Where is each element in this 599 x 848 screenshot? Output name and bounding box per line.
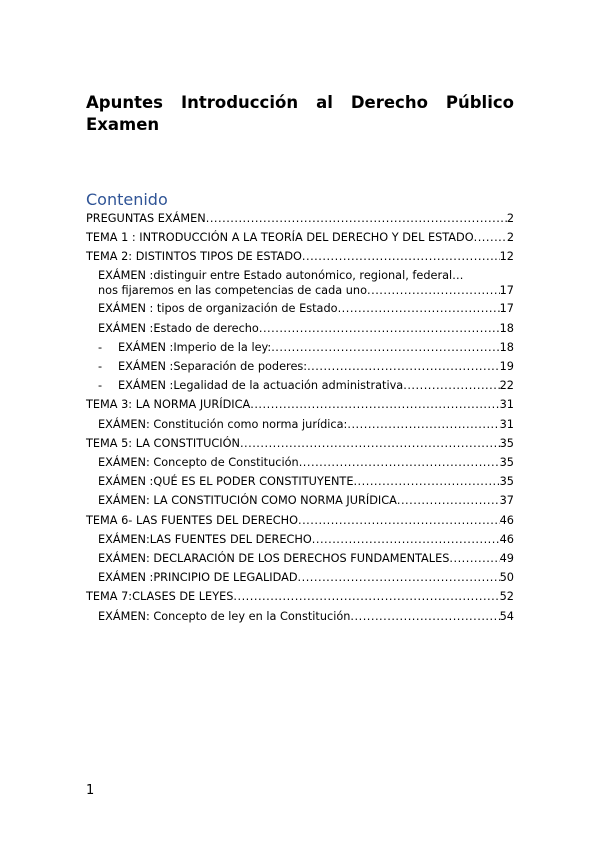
toc-entry-page: 35	[499, 456, 514, 469]
toc-entry[interactable]	[98, 532, 514, 547]
toc-entry-page: 46	[499, 514, 514, 527]
toc-entry-page: 2	[506, 212, 514, 225]
toc-entry-page: 35	[499, 475, 514, 488]
toc-entry-page: 37	[499, 494, 514, 507]
dot-leader	[312, 532, 500, 547]
bullet-dash: -	[98, 379, 103, 392]
toc-entry-row	[98, 283, 514, 298]
toc-entry[interactable]	[86, 436, 514, 451]
toc-entry-text: EXÁMEN :Imperio de la ley:	[118, 341, 272, 354]
toc-entry-page: 18	[499, 341, 514, 354]
toc-entry-page: 2	[506, 231, 514, 244]
dot-leader	[307, 359, 500, 374]
toc-entry[interactable]	[98, 455, 514, 470]
toc-entry[interactable]	[98, 340, 514, 355]
toc-entry-row	[86, 397, 514, 412]
toc-entry[interactable]	[98, 551, 514, 566]
dot-leader	[298, 570, 500, 585]
toc-entry-row	[86, 513, 514, 528]
toc-entry-text: PREGUNTAS EXÁMEN	[86, 212, 206, 225]
dot-leader	[259, 321, 500, 336]
toc-entry[interactable]	[86, 513, 514, 528]
toc-entry-page: 22	[499, 379, 514, 392]
dot-leader	[397, 493, 500, 508]
dot-leader	[206, 211, 507, 226]
toc-entry-text: TEMA 2: DISTINTOS TIPOS DE ESTADO	[86, 250, 302, 263]
toc-entry-row	[98, 570, 514, 585]
toc-entry-page: 31	[499, 398, 514, 411]
toc-entry-text: EXÁMEN : tipos de organización de Estado	[98, 302, 338, 315]
toc-entry-page: 18	[499, 322, 514, 335]
toc-entry-page: 31	[499, 418, 514, 431]
toc-entry-row	[118, 378, 514, 393]
toc-entry-row	[118, 359, 514, 374]
toc-entry-text: EXÁMEN :QUÉ ES EL PODER CONSTITUYENTE	[98, 475, 354, 488]
dot-leader	[298, 513, 500, 528]
toc-entry-row	[98, 417, 514, 432]
dot-leader	[367, 283, 500, 298]
toc-entry-row	[98, 301, 514, 316]
toc-entry[interactable]	[86, 230, 514, 245]
dot-leader	[299, 455, 500, 470]
document-title	[86, 92, 514, 136]
toc-entry-page: 17	[499, 302, 514, 315]
toc-entry-text: TEMA 3: LA NORMA JURÍDICA	[86, 398, 251, 411]
toc-entry[interactable]	[86, 397, 514, 412]
bullet-dash: -	[98, 360, 103, 373]
title-word: Público	[445, 93, 514, 112]
toc-entry-row	[86, 436, 514, 451]
toc-entry-row	[98, 455, 514, 470]
toc-entry-text: nos fijaremos en las competencias de cada uno	[98, 284, 368, 297]
toc-entry[interactable]	[98, 301, 514, 316]
toc-entry-page: 52	[499, 590, 514, 603]
toc-entry-page: 49	[499, 552, 514, 565]
toc-entry[interactable]	[98, 609, 514, 624]
toc-entry[interactable]	[98, 474, 514, 489]
dot-leader	[302, 249, 500, 264]
toc-entry[interactable]	[98, 493, 514, 508]
title-word: Introducción	[180, 93, 299, 112]
toc-entry-text: TEMA 1 : INTRODUCCIÓN A LA TEORÍA DEL DERECHO Y DEL ESTADO	[86, 231, 474, 244]
dot-leader	[403, 378, 499, 393]
dot-leader	[250, 397, 499, 412]
toc-entry-row	[98, 474, 514, 489]
toc-entry-text: TEMA 5: LA CONSTITUCIÓN	[86, 437, 240, 450]
contents-heading: Contenido	[86, 190, 168, 209]
dot-leader	[474, 230, 507, 245]
title-word: Apuntes	[86, 93, 163, 112]
toc-entry-row	[86, 211, 514, 226]
toc-entry-page: 12	[499, 250, 514, 263]
toc-entry-row	[98, 609, 514, 624]
toc-entry-row	[98, 551, 514, 566]
toc-entry-text: EXÁMEN :Legalidad de la actuación administrativa	[118, 379, 404, 392]
toc-entry[interactable]	[98, 570, 514, 585]
dot-leader	[449, 551, 499, 566]
toc-entry[interactable]	[98, 417, 514, 432]
toc-entry-page: 35	[499, 437, 514, 450]
toc-entry[interactable]	[86, 211, 514, 226]
toc-entry-text: EXÁMEN:LAS FUENTES DEL DERECHO	[98, 533, 312, 546]
toc-entry-row	[98, 493, 514, 508]
toc-entry-row	[86, 249, 514, 264]
dot-leader	[353, 474, 499, 489]
title-word: al	[316, 93, 333, 112]
toc-entry[interactable]	[98, 268, 514, 298]
toc-entry-page: 19	[499, 360, 514, 373]
page-number: 1	[86, 783, 95, 798]
title-line-2: Examen	[86, 115, 160, 134]
toc-entry[interactable]	[98, 378, 514, 393]
toc-entry[interactable]	[98, 359, 514, 374]
toc-entry-row	[118, 340, 514, 355]
toc-entry-page: 46	[499, 533, 514, 546]
dot-leader	[350, 609, 499, 624]
toc-entry[interactable]	[86, 589, 514, 604]
toc-entry-page: 50	[499, 571, 514, 584]
title-word: Derecho	[350, 93, 428, 112]
dot-leader	[240, 436, 500, 451]
dot-leader	[271, 340, 499, 355]
toc-entry[interactable]	[86, 249, 514, 264]
dot-leader	[347, 417, 499, 432]
toc-entry[interactable]	[98, 321, 514, 336]
toc-entry-text: TEMA 6- LAS FUENTES DEL DERECHO	[86, 514, 298, 527]
toc-entry-text: EXÁMEN :Estado de derecho	[98, 322, 259, 335]
dot-leader	[338, 301, 500, 316]
bullet-dash: -	[98, 341, 103, 354]
toc-entry-text: EXÁMEN: Concepto de Constitución	[98, 456, 299, 469]
toc-entry-text: EXÁMEN :Separación de poderes:	[118, 360, 308, 373]
toc-entry-text: TEMA 7:CLASES DE LEYES	[86, 590, 234, 603]
toc-entry-row	[98, 321, 514, 336]
toc-entry-row	[98, 532, 514, 547]
toc-entry-text: EXÁMEN: DECLARACIÓN DE LOS DERECHOS FUNDAMENTALES	[98, 552, 450, 565]
toc-entry-text: EXÁMEN: LA CONSTITUCIÓN COMO NORMA JURÍDICA	[98, 494, 397, 507]
toc-entry-page: 54	[499, 610, 514, 623]
title-line-1	[86, 92, 514, 114]
toc-entry-text-line1: EXÁMEN :distinguir entre Estado autonómico, regional, federal…	[98, 269, 464, 282]
toc-entry-text: EXÁMEN: Constitución como norma jurídica:	[98, 418, 348, 431]
dot-leader	[233, 589, 499, 604]
toc-entry-text: EXÁMEN :PRINCIPIO DE LEGALIDAD	[98, 571, 298, 584]
toc-entry-row	[86, 230, 514, 245]
toc-entry-row	[86, 589, 514, 604]
toc-entry-page: 17	[499, 284, 514, 297]
toc-entry-text: EXÁMEN: Concepto de ley en la Constitución	[98, 610, 351, 623]
